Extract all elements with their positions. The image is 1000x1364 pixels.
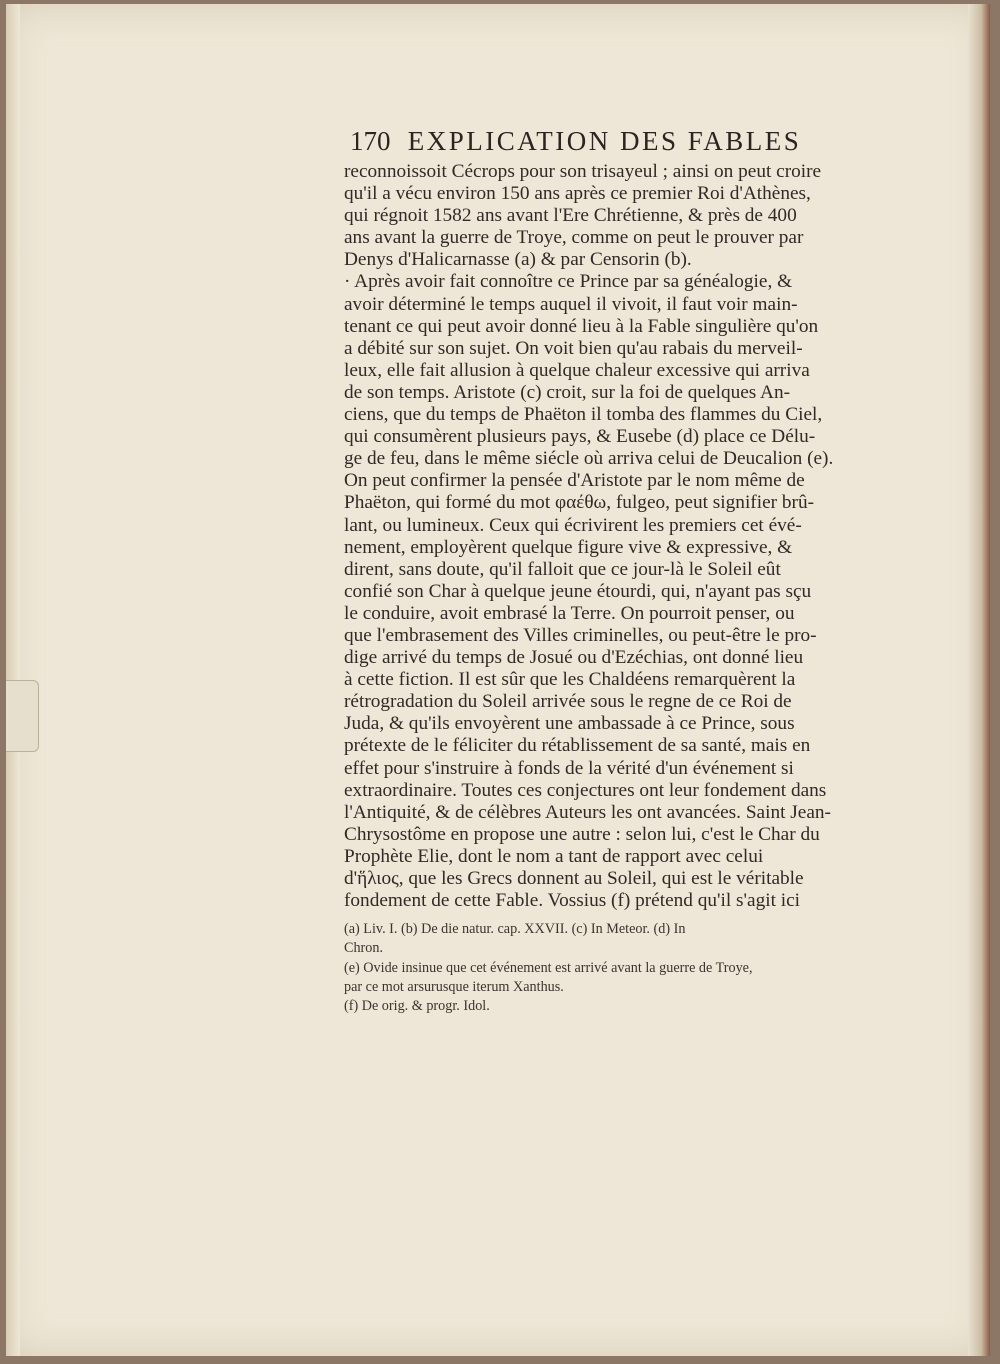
text-line: de son temps. Aristote (c) croit, sur la foi de quelques An-: [344, 381, 791, 403]
text-line: Prophète Elie, dont le nom a tant de rapport avec celui: [344, 845, 764, 867]
text-line: à cette fiction. Il est sûr que les Chaldéens remarquèrent la: [344, 669, 796, 691]
text-line: avoir déterminé le temps auquel il vivoit, il faut voir main-: [344, 293, 798, 315]
text-line: Chrysostôme en propose une autre : selon lui, c'est le Char du: [344, 823, 820, 845]
text-line: confié son Char à quelque jeune étourdi, qui, n'ayant pas sçu: [344, 580, 812, 602]
page-tab-marker: [6, 680, 39, 752]
text-line: le conduire, avoit embrasé la Terre. On pourroit penser, ou: [344, 602, 795, 624]
text-line: Denys d'Halicarnasse (a) & par Censorin (b).: [344, 249, 692, 271]
footnote-line: (f) De orig. & progr. Idol.: [344, 998, 490, 1015]
text-line: qui régnoit 1582 ans avant l'Ere Chrétienne, & près de 400: [344, 205, 797, 227]
text-line: rétrogradation du Soleil arrivée sous le regne de ce Roi de: [344, 691, 792, 713]
text-line: fondement de cette Fable. Vossius (f) prétend qu'il s'agit ici: [344, 890, 801, 912]
text-line: qu'il a vécu environ 150 ans après ce premier Roi d'Athènes,: [344, 183, 811, 205]
text-line: effet pour s'instruire à fonds de la vérité d'un événement si: [344, 757, 794, 779]
text-line: d'ἥλιος, que les Grecs donnent au Soleil, qui est le véritable: [344, 868, 804, 889]
text-line: Juda, & qu'ils envoyèrent une ambassade à ce Prince, sous: [344, 713, 795, 735]
text-line: ans avant la guerre de Troye, comme on peut le prouver par: [344, 227, 804, 249]
page-edge: [968, 4, 990, 1356]
running-title: EXPLICATION DES FABLES: [407, 126, 802, 156]
page-number: 170: [350, 126, 391, 156]
text-line: dige arrivé du temps de Josué ou d'Ezéchias, ont donné lieu: [344, 647, 804, 669]
text-line: prétexte de le féliciter du rétablissement de sa santé, mais en: [344, 735, 811, 757]
text-line: nement, employèrent quelque figure vive & expressive, &: [344, 536, 793, 558]
footnotes: [344, 920, 904, 1016]
text-line: reconnoissoit Cécrops pour son trisayeul ; ainsi on peut croire: [344, 161, 822, 182]
text-line: ge de feu, dans le même siécle où arriva celui de Deucalion (e).: [344, 448, 834, 470]
text-line: a débité sur son sujet. On voit bien qu'au rabais du merveil-: [344, 337, 803, 359]
footnote-line: (e) Ovide insinue que cet événement est arrivé avant la guerre de Troye,: [344, 959, 753, 976]
footnote-line: Chron.: [344, 940, 384, 957]
text-line: Phaëton, qui formé du mot φαέθω, fulgeo, peut signifier brû-: [344, 492, 814, 514]
footnote-line: par ce mot arsurusque iterum Xanthus.: [344, 978, 564, 995]
text-line: ciens, que du temps de Phaëton il tomba des flammes du Ciel,: [344, 404, 823, 426]
text-line: qui consumèrent plusieurs pays, & Eusebe (d) place ce Délu-: [344, 426, 816, 448]
text-line: extraordinaire. Toutes ces conjectures ont leur fondement dans: [344, 779, 827, 801]
text-line: dirent, sans doute, qu'il falloit que ce jour-là le Soleil eût: [344, 558, 781, 580]
text-line: · Après avoir fait connoître ce Prince par sa généalogie, &: [344, 271, 793, 293]
text-line: l'Antiquité, & de célèbres Auteurs les ont avancées. Saint Jean-: [344, 801, 831, 823]
text-line: On peut confirmer la pensée d'Aristote par le nom même de: [344, 470, 805, 492]
text-line: lant, ou lumineux. Ceux qui écrivirent les premiers cet évé-: [344, 514, 802, 536]
running-header: [350, 126, 900, 157]
text-line: leux, elle fait allusion à quelque chaleur excessive qui arriva: [344, 359, 810, 381]
footnote-line: (a) Liv. I. (b) De die natur. cap. XXVII. (c) In Meteor. (d) In: [344, 921, 686, 937]
text-line: que l'embrasement des Villes criminelles, ou peut-être le pro-: [344, 624, 817, 646]
body-text: [344, 161, 906, 912]
text-line: tenant ce qui peut avoir donné lieu à la Fable singulière qu'on: [344, 315, 819, 337]
